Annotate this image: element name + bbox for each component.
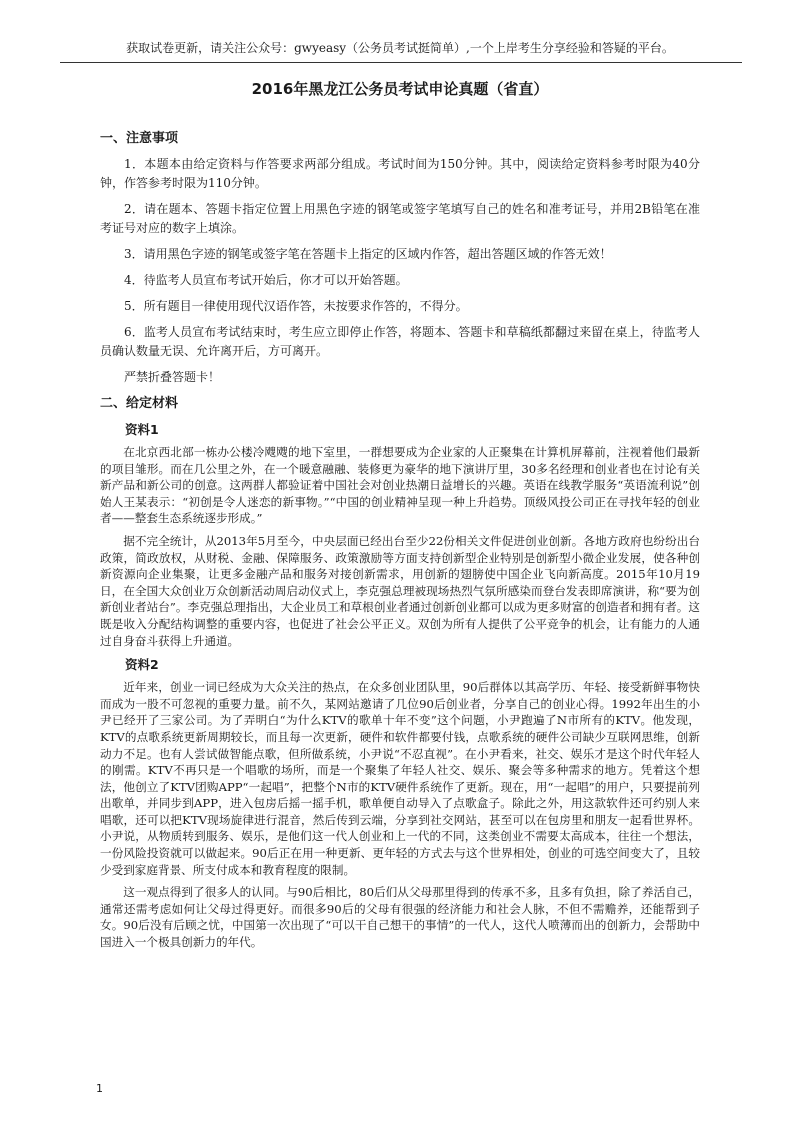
- material-1-paragraph: 在北京西北部一栋办公楼冷飕飕的地下室里，一群想要成为企业家的人正聚集在计算机屏幕前，注视着他们最新的项目雏形。而在几公里之外，在一个暖意融融、装修更为豪华的地下演讲厅里，30多名经理和创业者也在讨论有关新产品和新公司的创意。这两群人都验证着中国社会对创业热潮日益增长的兴趣。英语在线教学服务“英语流利说”创始人王某表示：“初创是令人迷恋的新事物。”“中国的创业精神呈现一种上升趋势。顶级风投公司正在寻找年轻的创业者——整套生态系统逐步形成。”: [100, 445, 700, 526]
- material-2-paragraph: 这一观点得到了很多人的认同。与90后相比，80后们从父母那里得到的传承不多，且多有负担，除了养活自己，通常还需考虑如何让父母过得更好。而很多90后的父母有很强的经济能力和社会人脉，不但不需赡养，还能帮到子女。90后没有后顾之忧，中国第一次出现了“可以干自己想干的事情”的一代人，这代人喷薄而出的创新力，会帮助中国进入一个极具创新力的年代。: [100, 885, 700, 950]
- header-divider: [60, 62, 742, 63]
- note-warning: 严禁折叠答题卡！: [124, 370, 221, 384]
- note-item: 1．本题本由给定资料与作答要求两部分组成。考试时间为150分钟。其中，阅读给定资料参考时限为40分钟，作答参考时限为110分钟。: [100, 157, 700, 190]
- note-item: 5．所有题目一律使用现代汉语作答，未按要求作答的，不得分。: [124, 299, 468, 313]
- material-1-heading: 资料1: [125, 422, 159, 437]
- material-2-heading: 资料2: [125, 657, 159, 673]
- note-item: 4．待监考人员宣布考试开始后，你才可以开始答题。: [124, 273, 408, 287]
- page-number: 1: [96, 1082, 103, 1095]
- note-item: 2．请在题本、答题卡指定位置上用黑色字迹的钢笔或签字笔填写自己的姓名和准考证号，并用2B铅笔在准考证号对应的数字上填涂。: [100, 202, 700, 235]
- material-1-paragraph: 据不完全统计，从2013年5月至今，中央层面已经出台至少22份相关文件促进创业创新。各地方政府也纷纷出台政策，简政放权，从财税、金融、保障服务、政策激励等方面支持创新型企业特别是创新型小微企业发展，使各种创新资源向企业集聚，让更多金融产品和服务对接创新需求，用创新的翅膀使中国企业飞向新高度。2015年10月19日，在全国大众创业万众创新活动周启动仪式上，李克强总理被现场热烈气氛所感染而登台发表即席演讲，称“要为创新创业者站台”。李克强总理指出，大企业员工和草根创业者通过创新创业都可以成为更多财富的创造者和拥有者。这既是收入分配结构调整的重要内容，也促进了社会公平正义。双创为所有人提供了公平竞争的机会，让有能力的人通过自身奋斗获得上升通道。: [100, 533, 700, 648]
- document-page: [100, 74, 700, 957]
- header-notice: 获取试卷更新，请关注公众号：gwyeasy（公务员考试挺简单）,一个上岸考生分享经验和答疑的平台。: [126, 41, 674, 55]
- material-2-paragraph: 近年来，创业一词已经成为大众关注的热点，在众多创业团队里，90后群体以其高学历、年轻、接受新鲜事物快而成为一股不可忽视的重要力量。前不久，某网站邀请了几位90后创业者，分享自己的创业心得。1992年出生的小尹已经开了三家公司。为了弄明白“为什么KTV的歌单十年不变”这个问题，小尹跑遍了N市所有的KTV。他发现，KTV的点歌系统更新周期较长，而且每一次更新，硬件和软件都要付钱，点歌系统的硬件公司缺少互联网思维，创新动力不足。也有人尝试做智能点歌，但所做系统，小尹说“不忍直视”。在小尹看来，社交、娱乐才是这个时代年轻人的刚需。KTV不再只是一个唱歌的场所，而是一个聚集了年轻人社交、娱乐、聚会等多种需求的地方。凭着这个想法，他创立了KTV团购APP“一起唱”，把整个N市的KTV硬件系统作了更新。现在，用“一起唱”的用户，只要提前列出歌单，并同步到APP，进入包房后摇一摇手机，歌单便自动导入了点歌盒子。除此之外，用这款软件还可约别人来唱歌，还可以把KTV现场旋律进行混音，然后传到云端，分享到社交网站，甚至可以在包房里和朋友一起看世界杯。小尹说，从物质转到服务、娱乐，是他们这一代人创业和上一代的不同，这类创业不需要太高成本，往往一个想法，一份风险投资就可以做起来。90后正在用一种更新、更年轻的方式去与这个世界相处，创业的可选空间变大了，且较少受到家庭背景、所支付成本和教育程度的限制。: [100, 680, 700, 877]
- section-notes-heading: 一、注意事项: [100, 131, 179, 146]
- note-item: 3．请用黑色字迹的钢笔或签字笔在答题卡上指定的区域内作答，超出答题区域的作答无效！: [124, 247, 612, 261]
- document-title: 2016年黑龙江公务员考试申论真题（省直）: [251, 80, 549, 98]
- section-materials-heading: 二、给定材料: [100, 396, 179, 411]
- note-item: 6．监考人员宣布考试结束时，考生应立即停止作答，将题本、答题卡和草稿纸都翻过来留在桌上，待监考人员确认数量无误、允许离开后，方可离开。: [100, 325, 700, 358]
